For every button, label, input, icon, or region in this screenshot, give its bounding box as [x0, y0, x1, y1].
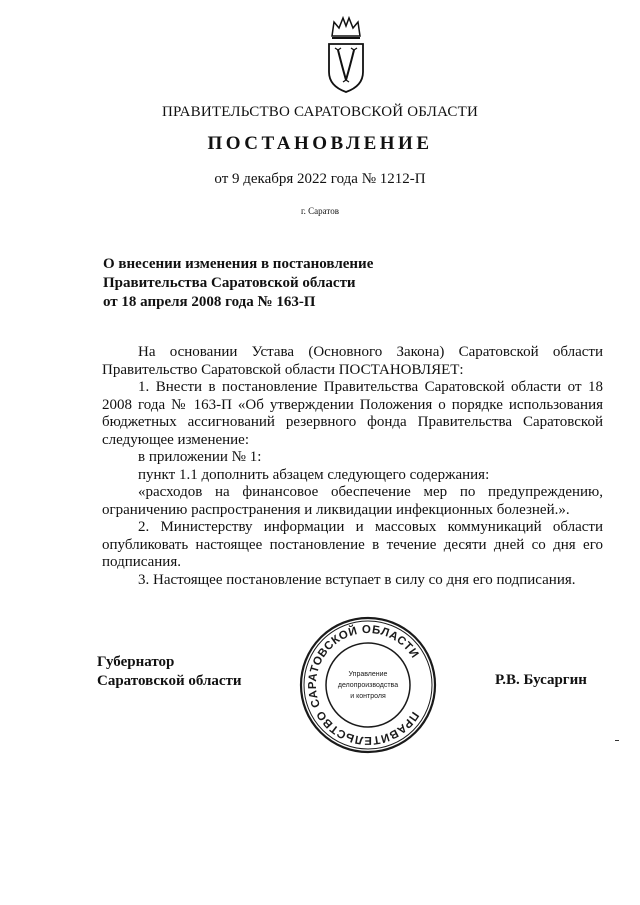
stamp-inner-text: Управление — [348, 671, 388, 678]
body-line: 3. Настоящее постановление вступает в силу со дня его подписания. — [138, 571, 576, 588]
stamp-inner-text: делопроизводства — [337, 682, 399, 689]
signatory-position — [97, 653, 242, 691]
document-city: г. Саратов — [301, 206, 339, 216]
document-date-number: от 9 декабря 2022 года № 1212-П — [214, 171, 426, 187]
body-line: 2. Министерству информации и массовых коммуникаций области — [138, 519, 603, 535]
body-line: «расходов на финансовое обеспечение мер по предупреждению, — [138, 484, 603, 500]
body-line: 2008 года № 163-П «Об утверждении Положения о порядке использования — [102, 396, 603, 413]
government-name: ПРАВИТЕЛЬСТВО САРАТОВСКОЙ ОБЛАСТИ — [161, 104, 479, 120]
body-line: На основании Устава (Основного Закона) Саратовской области — [138, 344, 603, 360]
signatory-name: Р.В. Бусаргин — [495, 672, 587, 688]
stamp-ring-text: ПРАВИТЕЛЬСТВО САРАТОВСКОЙ ОБЛАСТИ — [306, 623, 421, 747]
body-line: бюджетных ассигнований резервного фонда Правительства Саратовской — [102, 414, 603, 430]
stamp-inner-text: и контроля — [350, 693, 386, 700]
body-line: в приложении № 1: — [138, 449, 262, 465]
subject-line: О внесении изменения в постановление — [103, 256, 374, 272]
document-subject — [103, 255, 443, 312]
body-line: подписания. — [102, 554, 181, 570]
document-body — [102, 344, 603, 589]
document-type-title: ПОСТАНОВЛЕНИЕ — [207, 133, 433, 154]
body-line: опубликовать настоящее постановление в течение десяти дней со дня его — [102, 536, 603, 553]
subject-line: от 18 апреля 2008 года № 163-П — [103, 294, 316, 310]
signatory-position-line: Саратовской области — [97, 673, 242, 689]
subject-line: Правительства Саратовской области — [103, 275, 356, 291]
body-line: Правительство Саратовской области ПОСТАНОВЛЯЕТ: — [102, 361, 464, 378]
body-line: ограничению распространения и ликвидации инфекционных болезней.». — [102, 501, 570, 518]
scan-mark — [615, 740, 619, 741]
official-stamp — [299, 616, 437, 754]
saratov-coat-of-arms-icon — [324, 14, 368, 94]
body-line: следующее изменение: — [102, 431, 250, 448]
signatory-position-line: Губернатор — [97, 654, 175, 670]
body-line: пункт 1.1 дополнить абзацем следующего содержания: — [138, 466, 490, 483]
body-line: 1. Внести в постановление Правительства Саратовской области от 18 — [138, 379, 603, 395]
